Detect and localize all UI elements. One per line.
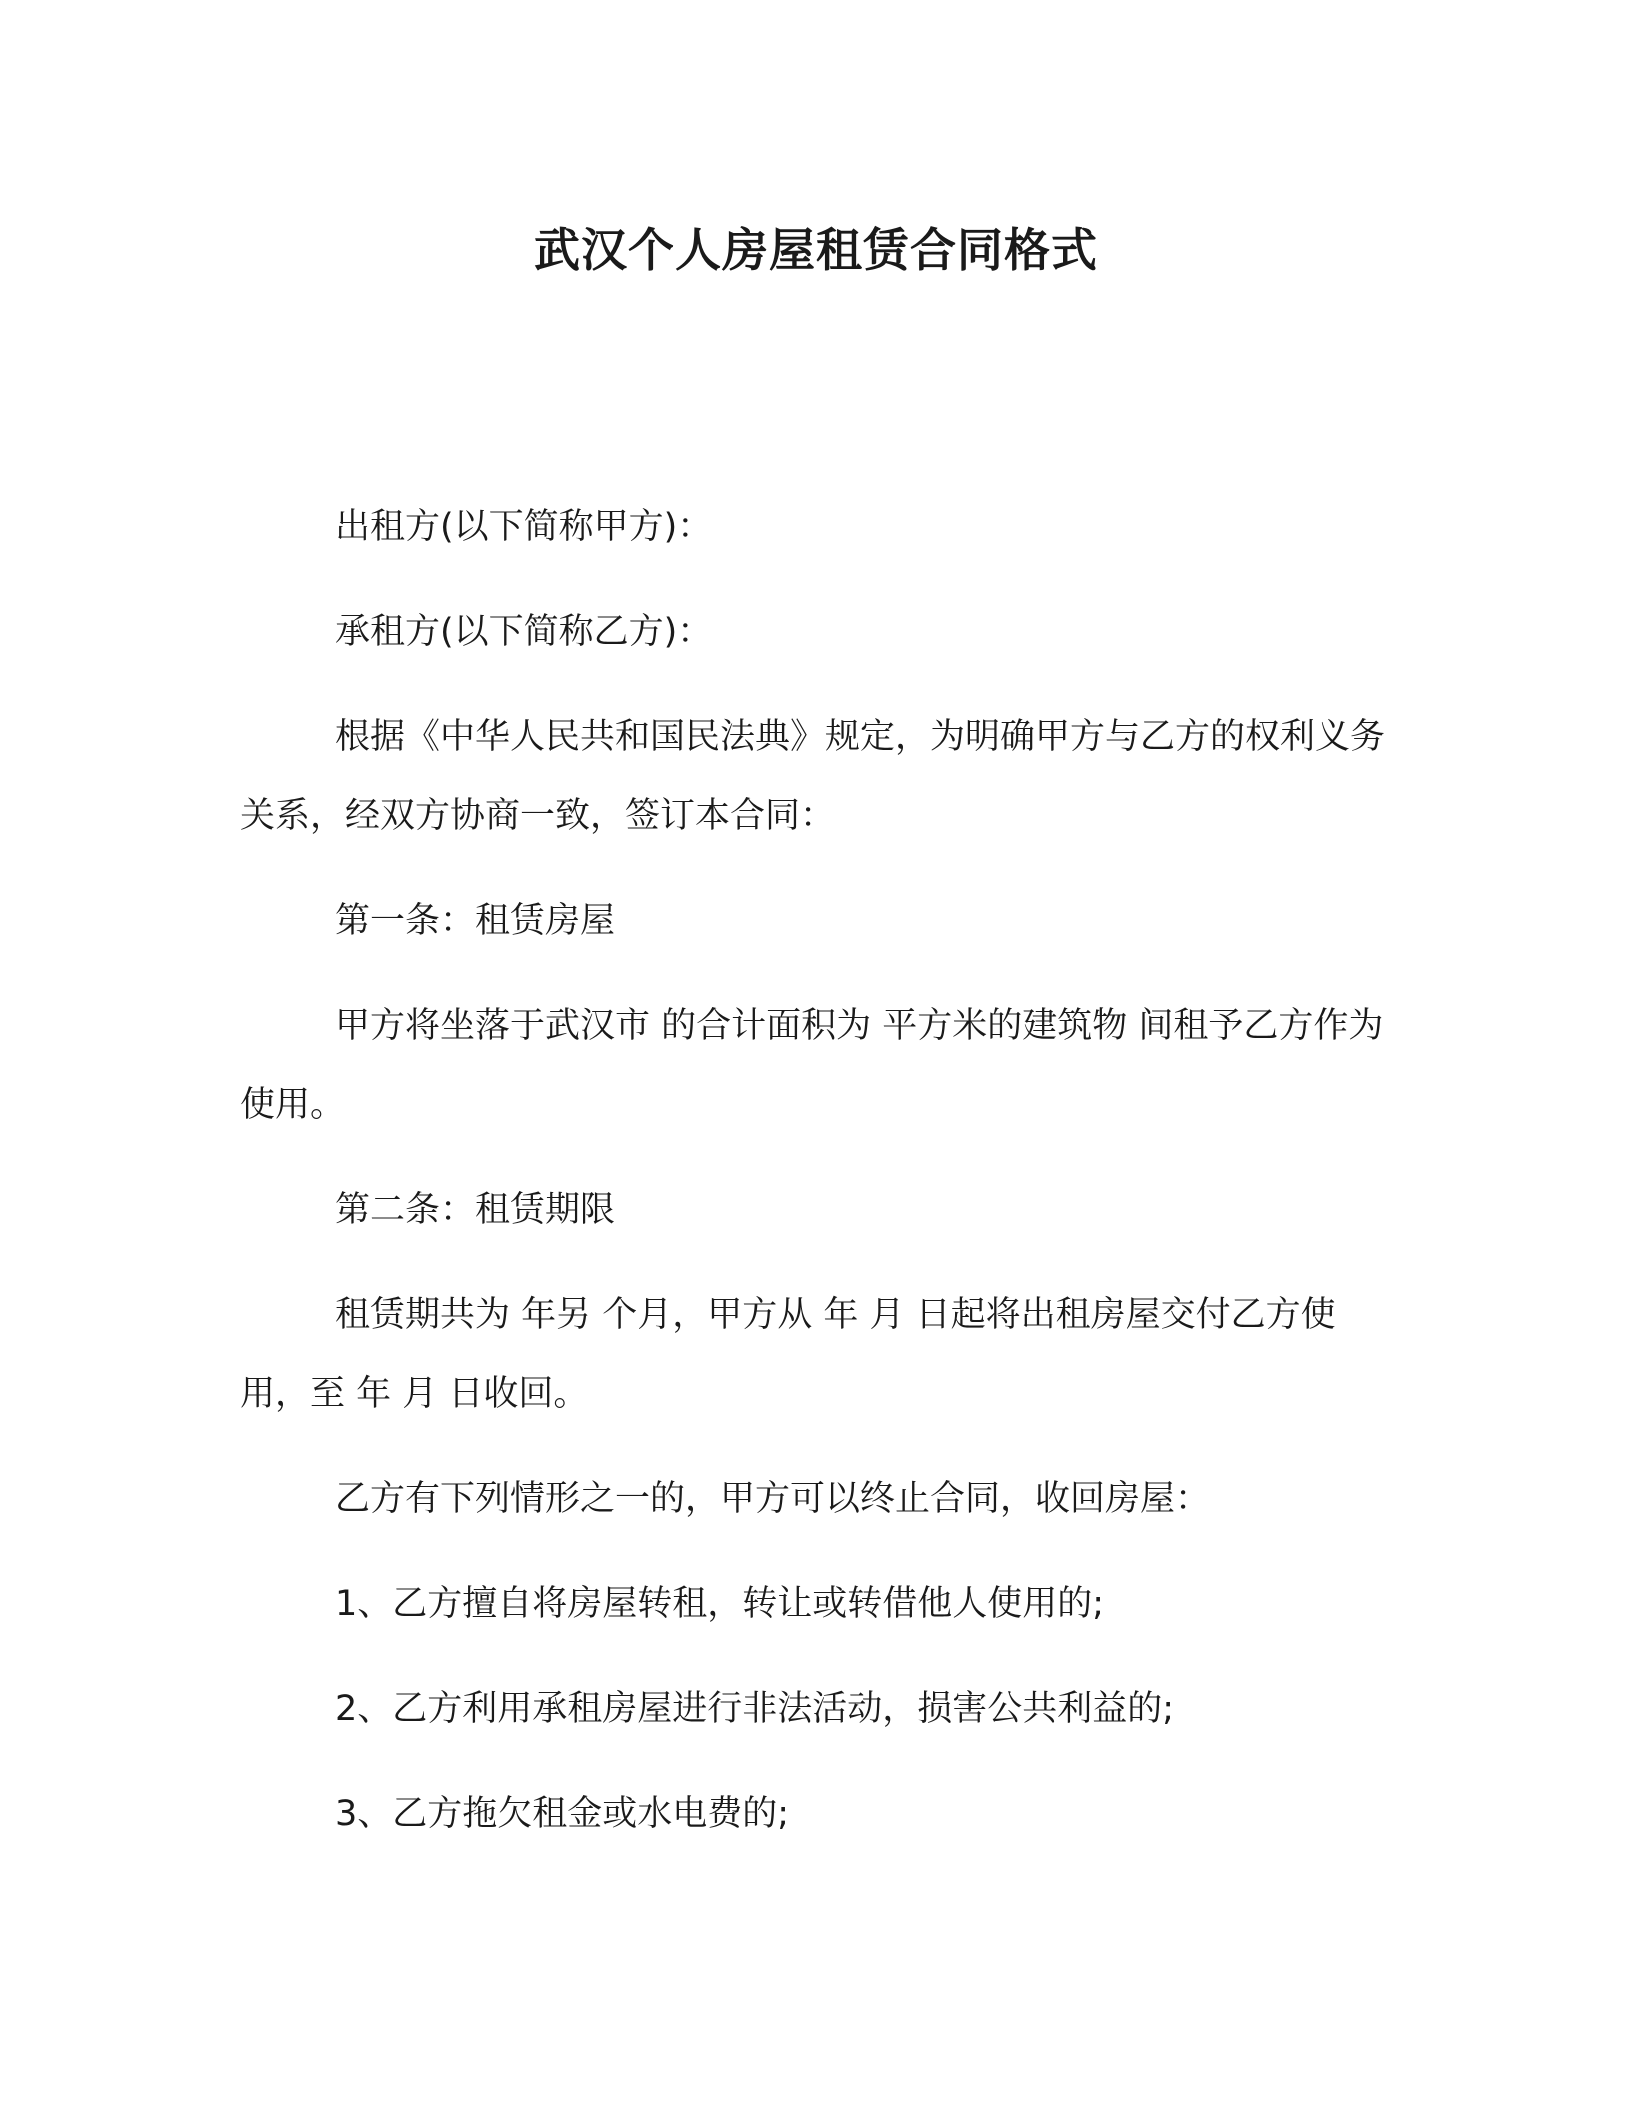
- paragraph-article-2-heading: 第二条：租赁期限: [335, 1190, 616, 1230]
- paragraph-lessor: 出租方(以下简称甲方)：: [335, 507, 713, 547]
- document-title: 武汉个人房屋租赁合同格式: [534, 223, 1098, 277]
- paragraph-termination-item-2: 2、乙方利用承租房屋进行非法活动，损害公共利益的;: [335, 1689, 1175, 1729]
- paragraph-preamble: 根据《中华人民共和国民法典》规定，为明确甲方与乙方的权利义务关系，经双方协商一致，签订本合同：: [240, 717, 1386, 836]
- paragraph-termination-item-3: 3、乙方拖欠租金或水电费的;: [335, 1794, 790, 1834]
- paragraph-article-1-body: 甲方将坐落于武汉市 的合计面积为 平方米的建筑物 间租予乙方作为 使用。: [240, 1006, 1384, 1125]
- paragraph-article-2-body: 租赁期共为 年另 个月，甲方从 年 月 日起将出租房屋交付乙方使用，至 年 月 日收回。: [240, 1295, 1336, 1414]
- paragraph-article-1-heading: 第一条：租赁房屋: [335, 901, 616, 941]
- paragraph-termination-intro: 乙方有下列情形之一的，甲方可以终止合同，收回房屋：: [335, 1479, 1211, 1519]
- document-body: [240, 488, 1392, 1880]
- paragraph-lessee: 承租方(以下简称乙方)：: [335, 612, 713, 652]
- paragraph-termination-item-1: 1、乙方擅自将房屋转租，转让或转借他人使用的;: [335, 1584, 1105, 1624]
